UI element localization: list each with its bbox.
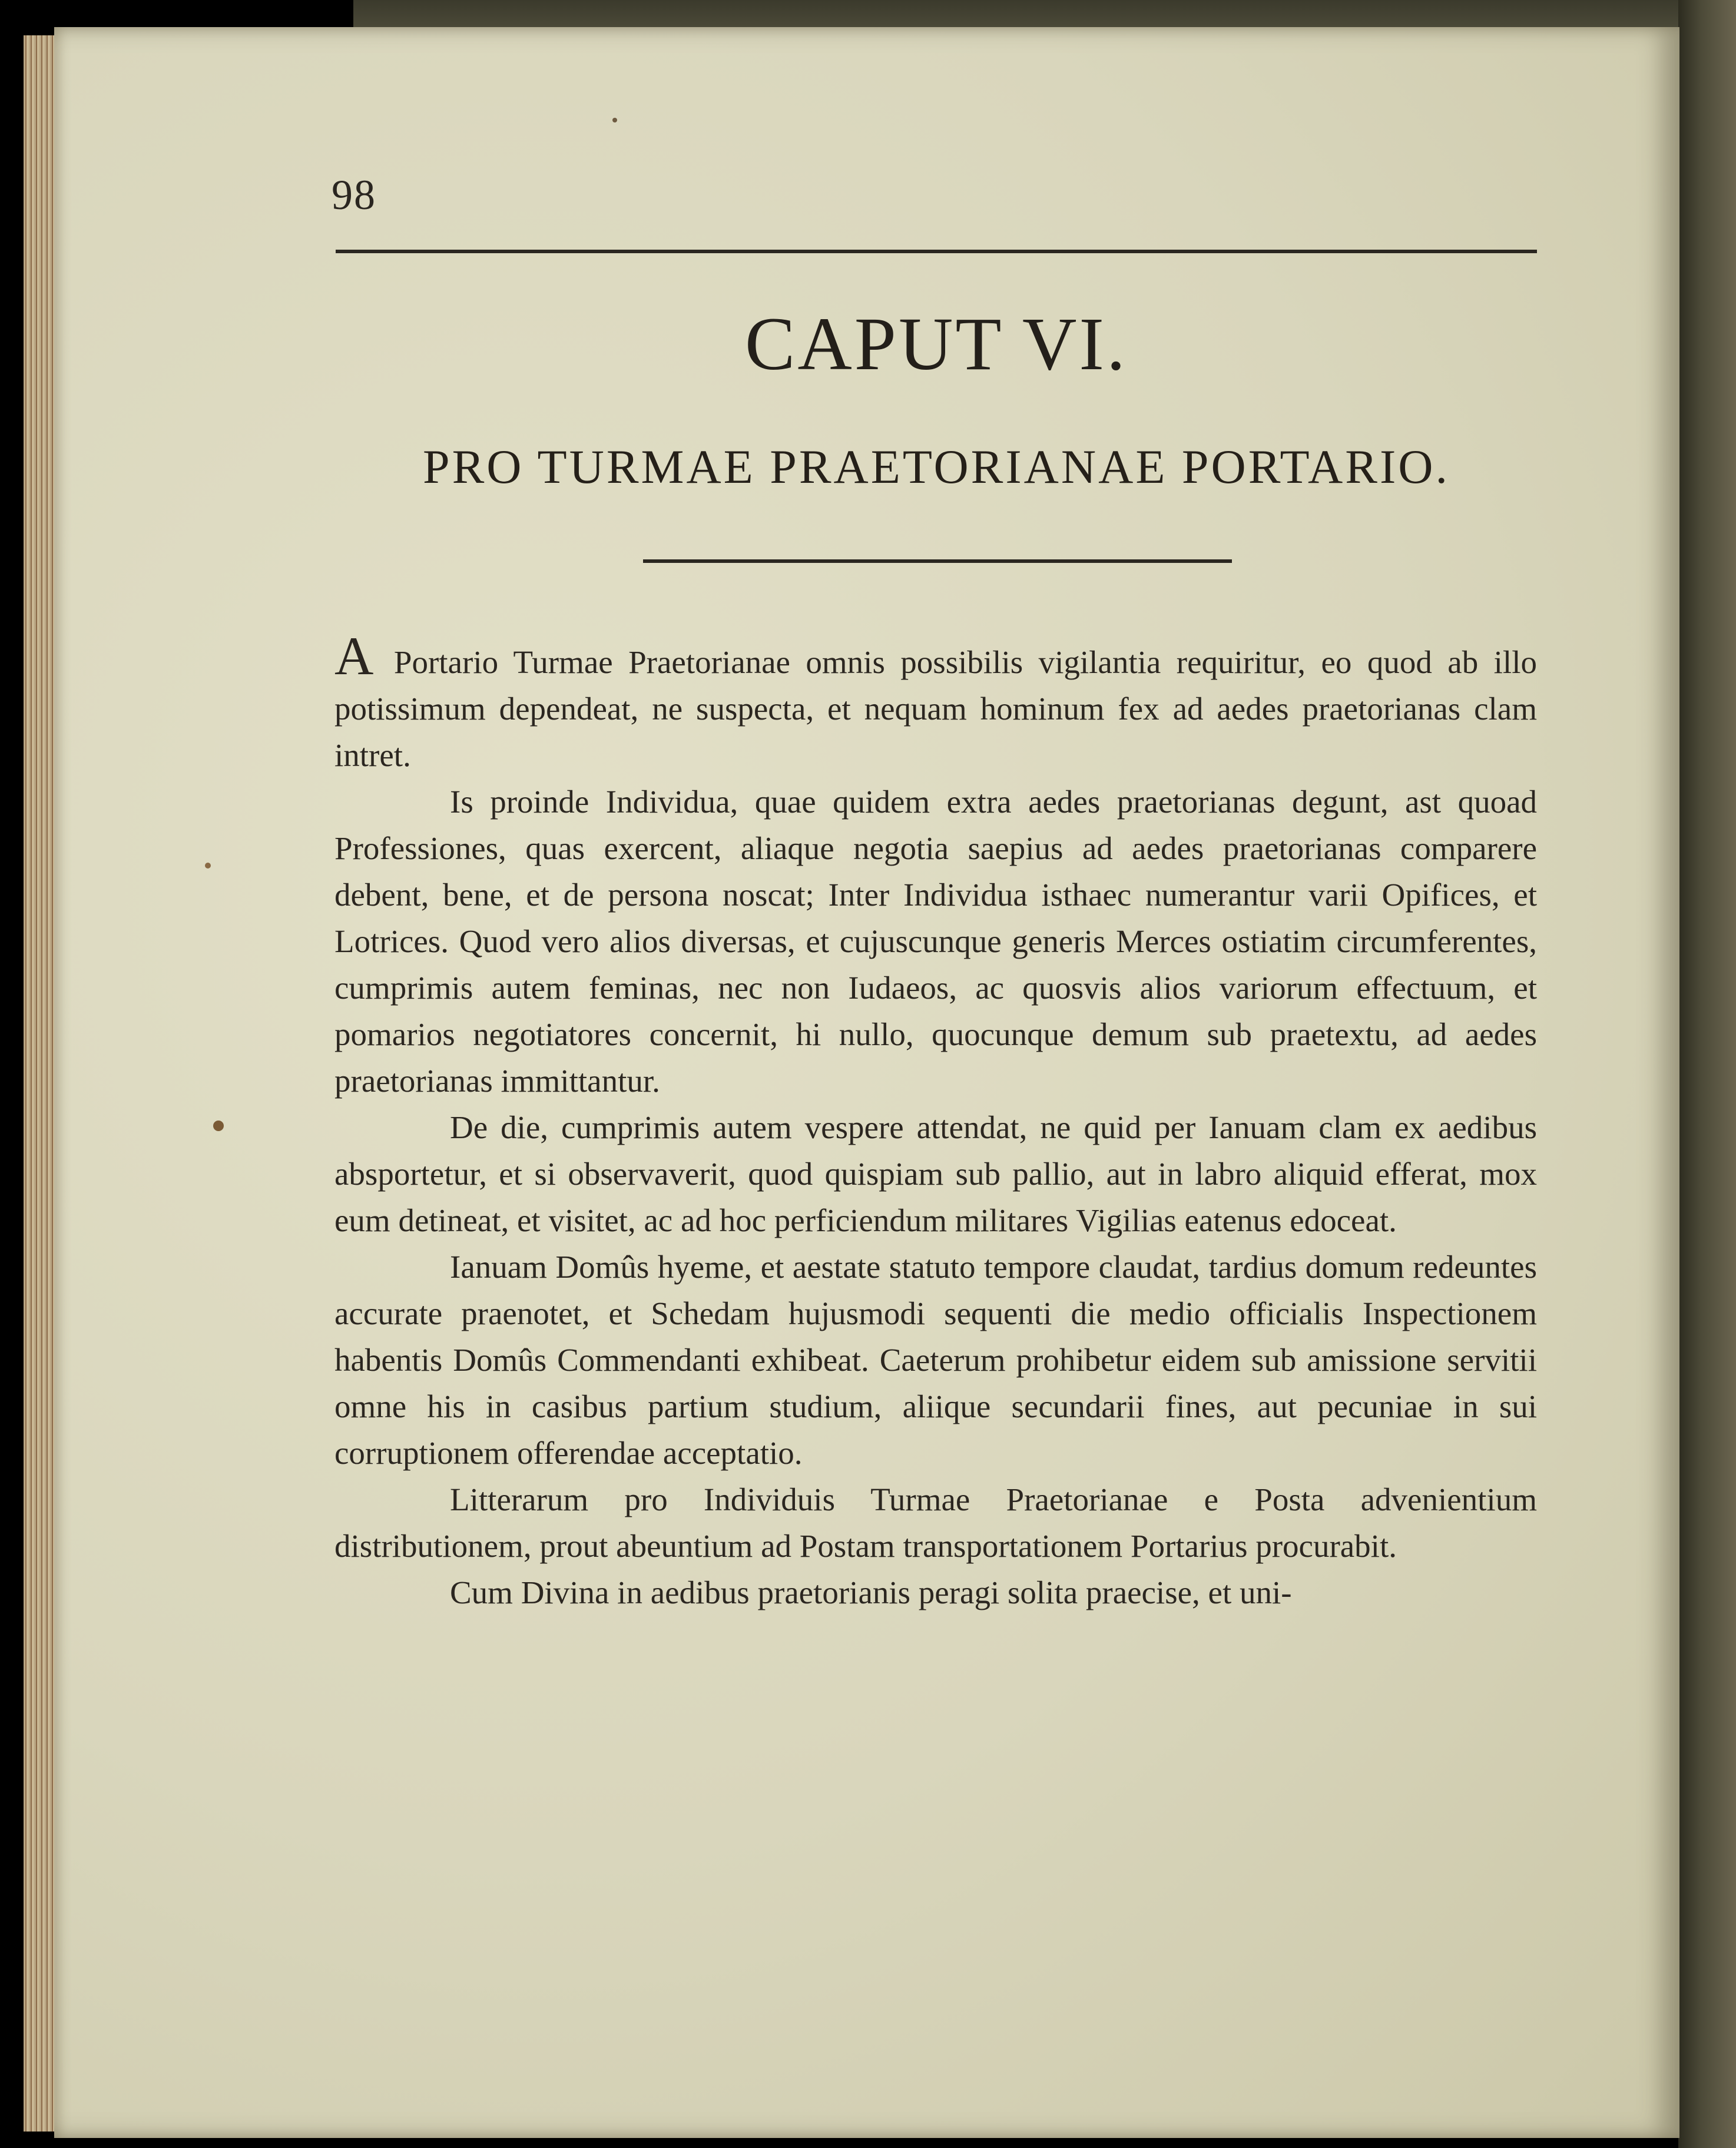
header-rule (336, 250, 1537, 253)
foxing-spot (205, 863, 211, 869)
chapter-subtitle: PRO TURMAE PRAETORIANAE PORTARIO. (423, 440, 1450, 493)
paragraph-1-text: Portario Turmae Praetorianae omnis possibilis vigilantia requiritur, eo quod ab illo potissimum dependeat, ne suspecta, et nequam hominum fex ad aedes praetorianas clam intret. (334, 644, 1537, 773)
foxing-spot (612, 118, 617, 122)
paragraph-2: Is proinde Individua, quae quidem extra aedes praetorianas degunt, ast quoad Professiones, quas exercent, aliaque negotia saepius ad aedes praetorianas comparere debent, bene, et de persona noscat; Inter Individua isthaec numerantur varii Opifices, et Lotrices. Quod vero alios diversas, et cujuscunque generis Merces ostiatim circumferentes, cumprimis autem feminas, nec non Iudaeos, ac quosvis alios variorum effectuum, et pomarios negotiatores concernit, hi nullo, quocunque demum sub praetextu, ad aedes praetorianas immittantur. (334, 784, 1537, 1099)
foxing-spot (213, 1121, 224, 1131)
paragraph-1 (334, 626, 1537, 778)
page-stack-edges (24, 35, 59, 2132)
paragraph-3: De die, cumprimis autem vespere attendat, ne quid per Ianuam clam ex aedibus absportetur, et si observaverit, quod quispiam sub pallio, aut in labro aliquid efferat, mox eum detineat, et visitet, ac ad hoc perficiendum militares Vigilias eatenus edoceat. (334, 1109, 1537, 1238)
paragraph-5: Litterarum pro Individuis Turmae Praetorianae e Posta advenientium distributionem, prout abeuntium ad Postam transportationem Portarius procurabit. (334, 1481, 1537, 1564)
paragraph-6: Cum Divina in aedibus praetorianis peragi solita praecise, et uni- (450, 1574, 1292, 1610)
paragraph-4: Ianuam Domûs hyeme, et aestate statuto tempore claudat, tardius domum redeuntes accurate praenotet, et Schedam hujusmodi sequenti die medio officialis Inspectionem habentis Domûs Commendanti exhibeat. Caeterum prohibetur eidem sub amissione servitii omne his in casibus partium studium, aliique secundarii fines, aut pecuniae in sui corruptionem offerendae acceptatio. (334, 1249, 1537, 1471)
book-cover-edge (1678, 0, 1736, 2148)
drop-initial: A (334, 626, 374, 686)
body-text (334, 626, 1537, 1616)
title-rule (643, 559, 1232, 563)
chapter-title: CAPUT VI. (744, 302, 1128, 386)
page-number: 98 (332, 171, 376, 218)
